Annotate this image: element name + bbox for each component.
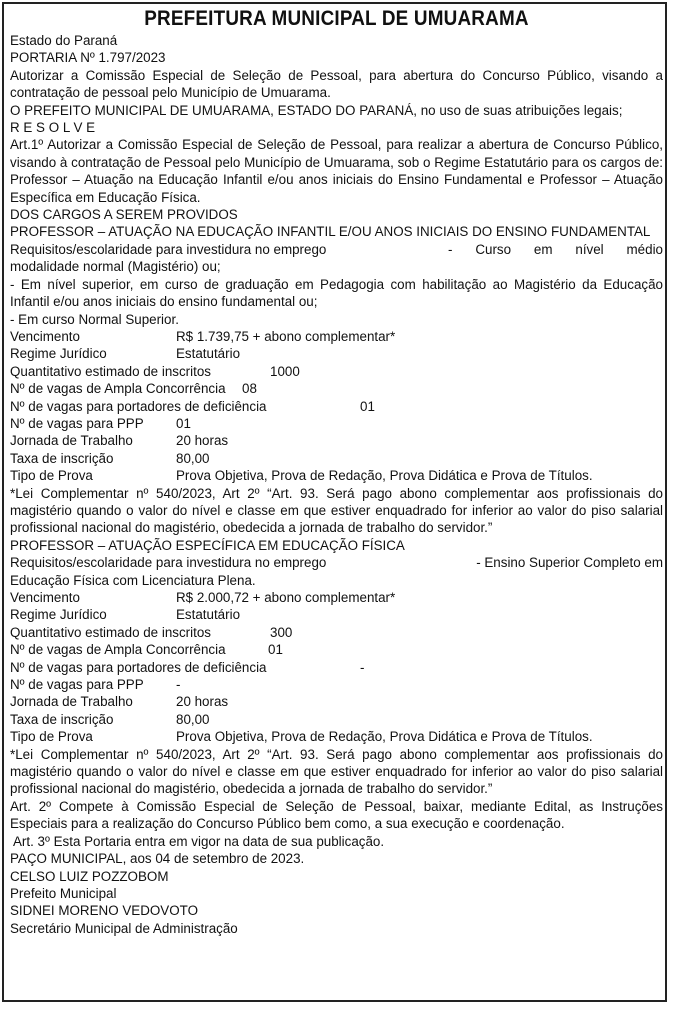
preamble: O PREFEITO MUNICIPAL DE UMUARAMA, ESTADO DO PARANÁ, no uso de suas atribuições legais; — [10, 102, 623, 118]
prova-label: Tipo de Prova — [10, 729, 93, 745]
abono-note: *Lei Complementar nº 540/2023, Art 2º “Art. 93. Será pago abono complementar aos profissionais do magistério quando o valor do nível e classe em que estiver enquadrado for inferior ao valor do piso salarial profissional nacional do magistério, obedecida a jornada de trabalho do servidor.” — [10, 746, 663, 797]
jornada-row — [10, 693, 663, 710]
paco-municipal-date: PAÇO MUNICIPAL, aos 04 de setembro de 2023. — [10, 851, 305, 867]
prova-row — [10, 467, 663, 484]
cargo-1-requirements — [10, 241, 663, 258]
pcd-label: Nº de vagas para portadores de deficiência — [10, 398, 267, 414]
taxa-value: 80,00 — [176, 711, 210, 727]
ppp-row — [10, 415, 663, 432]
prova-row — [10, 728, 663, 745]
quantitativo-row — [10, 363, 663, 380]
quantitativo-value: 1000 — [270, 363, 300, 379]
requirements-continuation: Educação Física com Licenciatura Plena. — [10, 572, 256, 588]
regime-row — [10, 345, 663, 362]
taxa-label: Taxa de inscrição — [10, 450, 114, 466]
pcd-value: 01 — [360, 398, 375, 414]
signer-1-role: Prefeito Municipal — [10, 885, 117, 901]
ppp-value: - — [176, 677, 181, 693]
regime-value: Estatutário — [176, 346, 241, 362]
cargos-heading: DOS CARGOS A SEREM PROVIDOS — [10, 207, 238, 223]
cargo-2-title: PROFESSOR – ATUAÇÃO ESPECÍFICA EM EDUCAÇÃO FÍSICA — [10, 537, 405, 553]
requirements-value: - Curso em nível médio — [448, 241, 663, 257]
vencimento-label: Vencimento — [10, 328, 80, 344]
cargo-1-section — [10, 223, 663, 536]
ppp-label: Nº de vagas para PPP — [10, 677, 144, 693]
article-1: Art.1º Autorizar a Comissão Especial de Seleção de Pessoal, para realizar a abertura de Concurso Público, visando à contratação de Pessoal pelo Município de Umuarama, sob o Regime Estatutário para os cargos de: Professor – Atuação na Educação Infantil e/ou anos iniciais do Ensino Fundamental e Professor – Atuação Específica em Educação Física. — [10, 137, 663, 205]
quantitativo-label: Quantitativo estimado de inscritos — [10, 363, 211, 379]
jornada-label: Jornada de Trabalho — [10, 433, 133, 449]
abono-note: *Lei Complementar nº 540/2023, Art 2º “Art. 93. Será pago abono complementar aos profissionais do magistério quando o valor do nível e classe em que estiver enquadrado for inferior ao valor do piso salarial profissional nacional do magistério, obedecida a jornada de trabalho do servidor.” — [10, 485, 663, 536]
cargo-1-title: PROFESSOR – ATUAÇÃO NA EDUCAÇÃO INFANTIL E/OU ANOS INICIAIS DO ENSINO FUNDAMENTAL — [10, 224, 651, 240]
regime-label: Regime Jurídico — [10, 607, 107, 623]
ampla-label: Nº de vagas de Ampla Concorrência — [10, 642, 226, 658]
ppp-label: Nº de vagas para PPP — [10, 415, 144, 431]
signer-1-name: CELSO LUIZ POZZOBOM — [10, 868, 169, 884]
prova-value: Prova Objetiva, Prova de Redação, Prova Didática e Prova de Títulos. — [176, 468, 593, 484]
vencimento-row — [10, 328, 663, 345]
jornada-value: 20 horas — [176, 433, 229, 449]
requirements-continuation: modalidade normal (Magistério) ou; — [10, 259, 221, 275]
document-title: PREFEITURA MUNICIPAL DE UMUARAMA — [144, 7, 529, 30]
requirements-label: Requisitos/escolaridade para investidura no emprego — [10, 555, 327, 571]
jornada-label: Jornada de Trabalho — [10, 694, 133, 710]
ampla-row — [10, 641, 663, 658]
taxa-value: 80,00 — [176, 450, 210, 466]
portaria-document — [10, 6, 663, 937]
pcd-label: Nº de vagas para portadores de deficiência — [10, 659, 267, 675]
taxa-row — [10, 450, 663, 467]
ampla-value: 08 — [242, 381, 257, 397]
cargo-2-requirements — [10, 554, 663, 571]
vencimento-value: R$ 1.739,75 + abono complementar* — [176, 328, 396, 344]
regime-label: Regime Jurídico — [10, 346, 107, 362]
portaria-number: PORTARIA Nº 1.797/2023 — [10, 50, 166, 66]
prova-value: Prova Objetiva, Prova de Redação, Prova Didática e Prova de Títulos. — [176, 729, 593, 745]
ppp-value: 01 — [176, 415, 191, 431]
pcd-row — [10, 659, 663, 676]
requirements-option-2: - Em nível superior, em curso de graduação em Pedagogia com habilitação ao Magistério da Educação Infantil e/ou anos iniciais do ensino fundamental ou; — [10, 276, 663, 310]
requirements-label: Requisitos/escolaridade para investidura no emprego — [10, 241, 327, 257]
requirements-value: - Ensino Superior Completo em — [476, 555, 663, 571]
ampla-label: Nº de vagas de Ampla Concorrência — [10, 381, 226, 397]
vencimento-row — [10, 589, 663, 606]
ppp-row — [10, 676, 663, 693]
regime-value: Estatutário — [176, 607, 241, 623]
vencimento-value: R$ 2.000,72 + abono complementar* — [176, 590, 396, 605]
signer-2-role: Secretário Municipal de Administração — [10, 920, 238, 936]
quantitativo-value: 300 — [270, 624, 293, 640]
cargo-2-section — [10, 537, 663, 798]
state-line: Estado do Paraná — [10, 33, 118, 48]
quantitativo-row — [10, 624, 663, 641]
article-2: Art. 2º Compete à Comissão Especial de Seleção de Pessoal, baixar, mediante Edital, as Instruções Especiais para a realização do Concurso Público bem como, a sua execução e coordenação. — [10, 798, 663, 832]
vencimento-label: Vencimento — [10, 590, 80, 605]
taxa-row — [10, 711, 663, 728]
prova-label: Tipo de Prova — [10, 468, 93, 484]
requirements-option-3: - Em curso Normal Superior. — [10, 311, 179, 327]
jornada-row — [10, 432, 663, 449]
signer-2-name: SIDNEI MORENO VEDOVOTO — [10, 903, 198, 919]
regime-row — [10, 606, 663, 623]
quantitativo-label: Quantitativo estimado de inscritos — [10, 624, 211, 640]
pcd-row — [10, 398, 663, 415]
ampla-row — [10, 380, 663, 397]
article-3: Art. 3º Esta Portaria entra em vigor na data de sua publicação. — [10, 833, 385, 849]
taxa-label: Taxa de inscrição — [10, 711, 114, 727]
resolve-line: R E S O L V E — [10, 120, 96, 136]
ementa: Autorizar a Comissão Especial de Seleção de Pessoal, para abertura do Concurso Público, visando a contratação de pessoal pelo Município de Umuarama. — [10, 67, 663, 101]
ampla-value: 01 — [268, 642, 283, 658]
pcd-value: - — [360, 659, 365, 675]
jornada-value: 20 horas — [176, 694, 229, 710]
